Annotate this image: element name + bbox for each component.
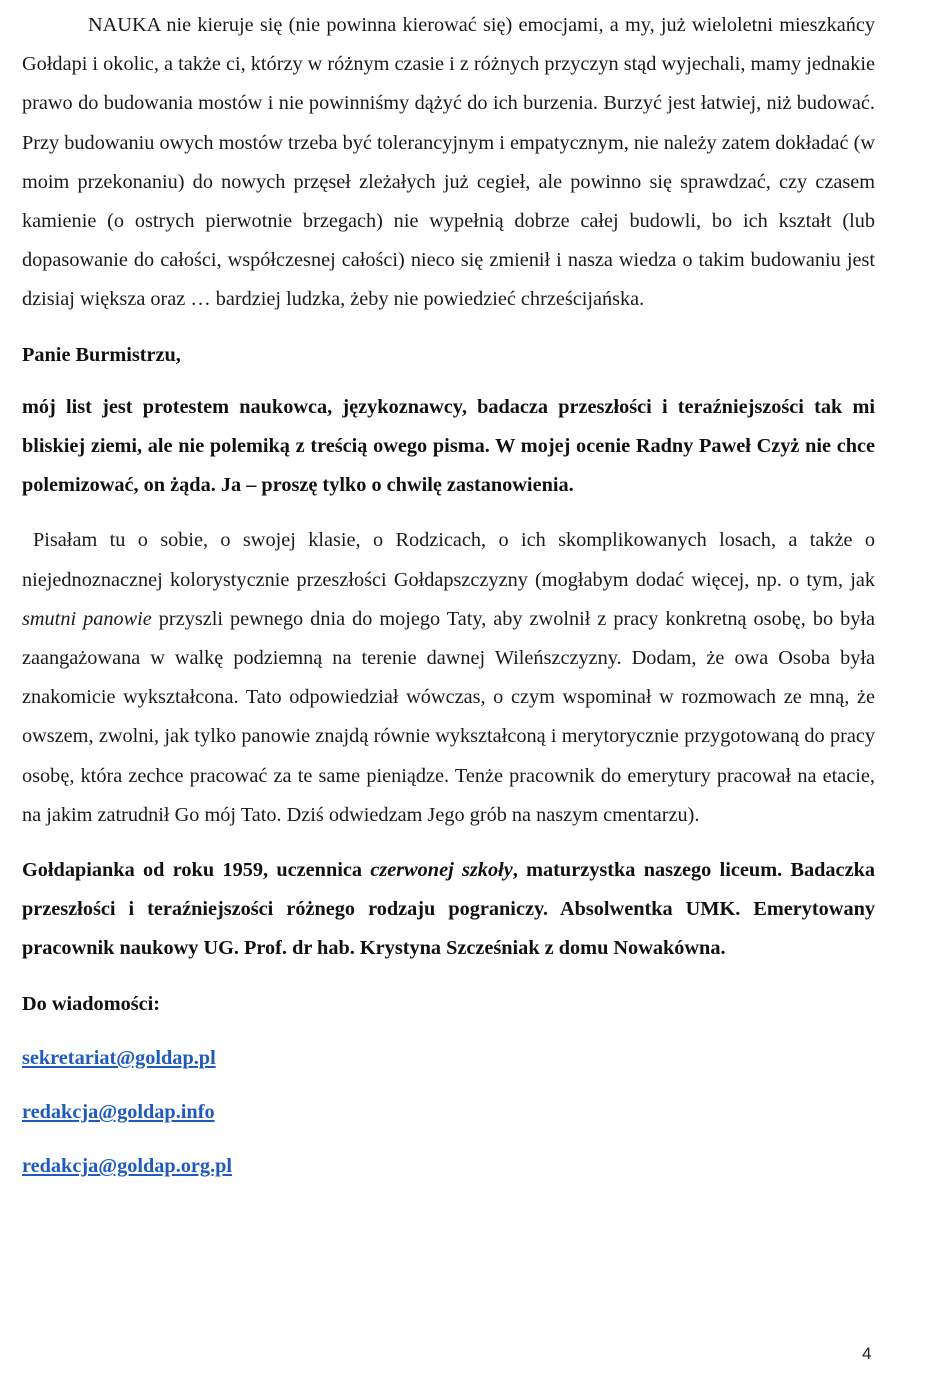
paragraph-protest: mój list jest protestem naukowca, językoznawcy, badacza przeszłości i teraźniejszości tak mi bliskiej ziemi, ale nie polemiką z treścią owego pisma. W mojej ocenie Radny Paweł Czyż nie chce polemizować, on żąda. Ja – proszę tylko o chwilę zastanowienia. bbox=[22, 395, 875, 497]
document-page bbox=[22, 6, 875, 1186]
story-text-start: Pisałam tu o sobie, o swojej klasie, o Rodzicach, o ich skomplikowanych losach, a także o niejednoznacznej kolorystycznie przeszłości Gołdapszczyzny (mogłabym dodać więcej, np. o tym, jak bbox=[22, 529, 875, 591]
signature-text-start: Gołdapianka od roku 1959, uczennica bbox=[22, 859, 371, 882]
story-italic-phrase: smutni panowie bbox=[22, 607, 152, 630]
cc-link-redakcja-info[interactable]: redakcja@goldap.info bbox=[22, 1101, 215, 1124]
story-text-end: przyszli pewnego dnia do mojego Taty, aby zwolnił z pracy konkretną osobę, bo była zaangażowana w walkę podziemną na terenie dawnej Wileńszczyzny. Dodam, że owa Osoba była znakomicie wykształcona. Tato odpowiedział wówczas, o czym wspominał w rozmowach ze mną, że owszem, zwolni, jak tylko panowie znajdą równie wykształconą i merytorycznie przygotowaną do pracy osobę, która zechce pracować za te same pieniądze. Tenże pracownik do emerytury pracował na etacie, na jakim zatrudnił Go mój Tato. Dziś odwiedzam Jego grób na naszym cmentarzu). bbox=[22, 607, 876, 826]
cc-label: Do wiadomości: bbox=[22, 992, 161, 1015]
author-signature bbox=[22, 851, 875, 969]
paragraph-story bbox=[22, 521, 875, 835]
paragraph-intro: NAUKA nie kieruje się (nie powinna kierować się) emocjami, a my, już wieloletni mieszkańcy Gołdapi i okolic, a także ci, którzy w różnym czasie i z różnych przyczyn stąd wyjechali, mamy jednakie prawo do budowania mostów i nie powinniśmy dążyć do ich burzenia. Burzyć jest łatwiej, niż budować. Przy budowaniu owych mostów trzeba być tolerancyjnym i empatycznym, nie należy zatem dokładać (w moim przekonaniu) do nowych przęseł zleżałych już cegieł, ale powinno się sprawdzać, czy czasem kamienie (o ostrych pierwotnie brzegach) nie wypełnią dobrze całej budowli, bo ich kształt (lub dopasowanie do całości, współczesnej całości) nieco się zmienił i nasza wiedza o takim budowaniu jest dzisiaj większa oraz … bardziej ludzka, żeby nie powiedzieć chrześcijańska. bbox=[22, 14, 875, 311]
salutation: Panie Burmistrzu, bbox=[22, 343, 181, 366]
cc-links bbox=[22, 1039, 875, 1187]
page-number: 4 bbox=[862, 1344, 872, 1363]
signature-italic-phrase: czerwonej szkoły bbox=[370, 859, 513, 882]
cc-link-sekretariat[interactable]: sekretariat@goldap.pl bbox=[22, 1046, 216, 1069]
signature-text-end: , maturzystka naszego liceum. Badaczka przeszłości i teraźniejszości różnego rodzaju pograniczy. Absolwentka UMK. Emerytowany pracownik naukowy UG. Prof. dr hab. Krystyna Szcześniak z domu Nowakówna. bbox=[22, 859, 875, 960]
cc-link-redakcja-org[interactable]: redakcja@goldap.org.pl bbox=[22, 1155, 233, 1178]
